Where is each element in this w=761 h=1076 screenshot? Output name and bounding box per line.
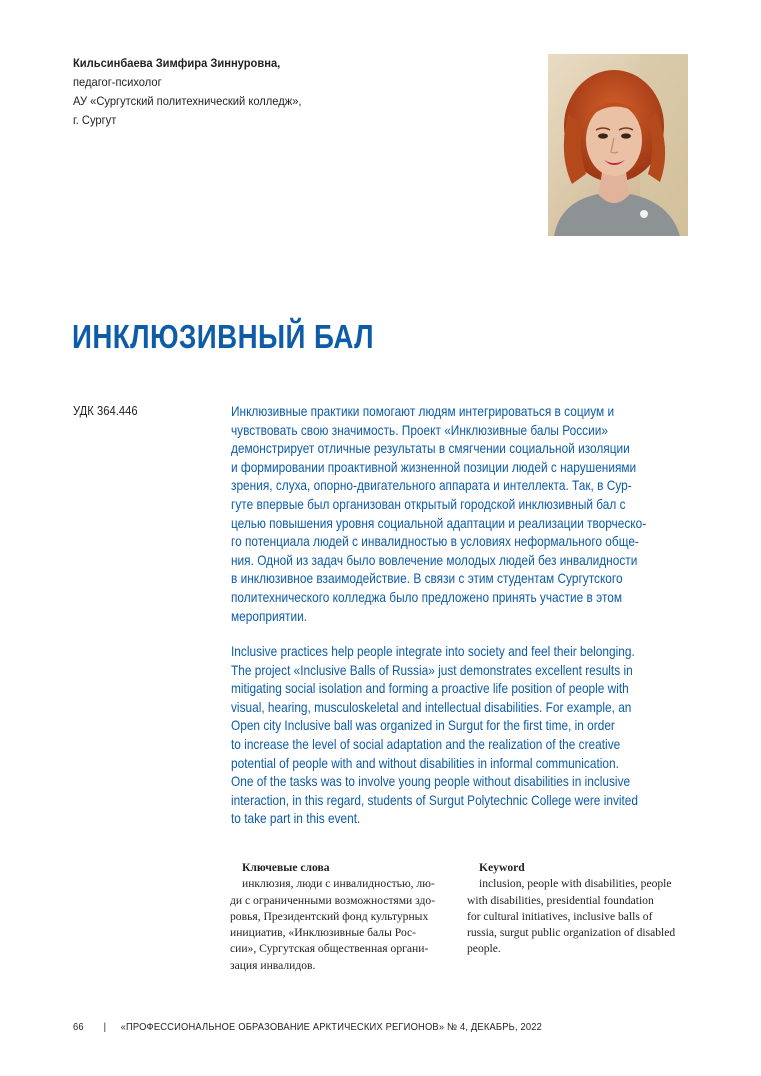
abstract-en-line: One of the tasks was to involve young people without disabilities in inclusive [231,774,631,790]
keywords-en-heading: Keyword [479,861,525,874]
abstract-en [231,643,685,829]
abstract-en-line: Open city Inclusive ball was organized in Surgut for the first time, in order [231,718,615,734]
abstract-ru-line: чувствовать свою значимость. Проект «Инклюзивные балы России» [231,422,608,438]
abstract-en-line: mitigating social isolation and forming a proactive life position of people with [231,681,629,697]
abstract-ru-line: демонстрирует отличные результаты в смягчении социальной изоляции [231,441,630,457]
keywords-ru-line: инклюзия, люди с инвалидностью, лю- [242,877,435,891]
keywords-en-line: for cultural initiatives, inclusive balls of [467,909,653,923]
keywords-en-line: inclusion, people with disabilities, people [479,877,672,891]
keywords-ru [230,860,450,974]
abstract-en-line: The project «Inclusive Balls of Russia» just demonstrates excellent results in [231,662,633,678]
author-position: педагог-психолог [73,75,162,89]
keywords-ru-heading: Ключевые слова [242,861,330,874]
abstract-ru-line: в инклюзивное взаимодействие. В связи с этим студентам Сургутского [231,571,623,587]
keywords-en-line: people. [467,942,501,956]
keywords-en [467,860,689,958]
keywords-ru-line: инициатив, «Инклюзивные балы Рос- [230,926,417,940]
abstract-ru-line: го потенциала людей с инвалидностью в условиях неформального обще- [231,534,639,550]
abstract-en-line: visual, hearing, musculoskeletal and intellectual disabilities. For example, an [231,699,632,715]
keywords-en-line: russia, surgut public organization of disabled [467,926,676,940]
abstract-ru-line: зрения, слуха, опорно-двигательного аппарата и интеллекта. Так, в Сур- [231,478,632,494]
abstract-ru-line: политехнического колледжа было предложено принять участие в этом [231,589,623,605]
author-block [73,54,451,130]
keywords-ru-line: зация инвалидов. [230,958,316,972]
abstract-ru-line: целью повышения уровня социальной адаптации и реализации творческо- [231,515,647,531]
abstract-en-line: potential of people with and without disabilities in informal communication. [231,755,619,771]
footer-separator: | [103,1022,107,1033]
abstract-en-line: to take part in this event. [231,811,361,827]
author-city: г. Сургут [73,113,117,127]
article-title: ИНКЛЮЗИВНЫЙ БАЛ [72,318,374,355]
keywords-en-line: with disabilities, presidential foundation [467,893,654,907]
author-portrait-icon [548,54,688,236]
abstract-en-line: Inclusive practices help people integrate into society and feel their belonging. [231,644,635,659]
abstract-ru [231,403,685,626]
abstract-en-line: interaction, in this regard, students of Surgut Polytechnic College were invited [231,792,639,808]
abstract-ru-line: Инклюзивные практики помогают людям интегрироваться в социум и [231,404,615,419]
abstract-en-line: to increase the level of social adaptation and the realization of the creative [231,736,621,752]
keywords-ru-line: ди с ограниченными возможностями здо- [230,893,436,907]
abstract-ru-line: гуте впервые был организован открытый городской инклюзивный бал с [231,496,626,512]
keywords-ru-line: ровья, Президентский фонд культурных [230,909,429,923]
abstract-ru-line: мероприятии. [231,608,308,624]
author-organization: АУ «Сургутский политехнический колледж», [73,94,302,108]
abstract-ru-line: и формировании проактивной жизненной позиции людей с нарушениями [231,459,637,475]
portrait-illustration [548,54,688,236]
journal-name: «ПРОФЕССИОНАЛЬНОЕ ОБРАЗОВАНИЕ АРКТИЧЕСКИХ РЕГИОНОВ» № 4, ДЕКАБРЬ, 2022 [120,1022,543,1033]
page-footer [73,1022,542,1033]
abstract-ru-line: ния. Одной из задач было вовлечение молодых людей без инвалидности [231,552,638,568]
keywords-ru-line: сии», Сургутская общественная органи- [230,942,429,956]
udk-code: УДК 364.446 [73,404,138,418]
page-number: 66 [73,1022,84,1033]
author-name: Кильсинбаева Зимфира Зиннуровна, [73,56,281,70]
